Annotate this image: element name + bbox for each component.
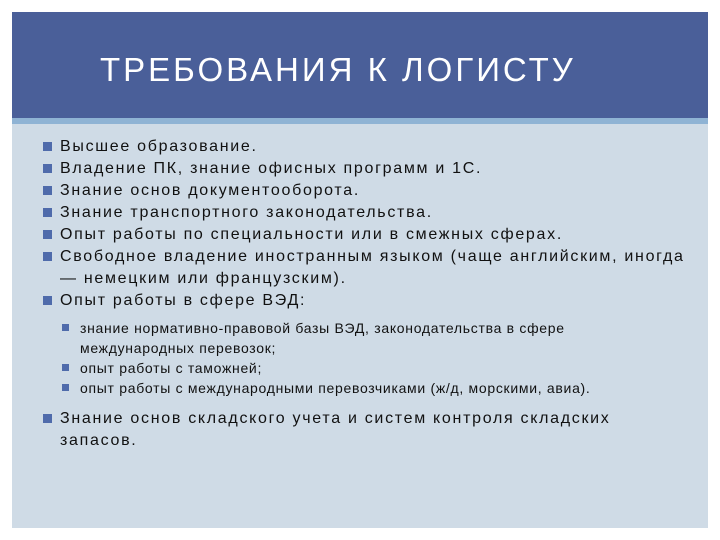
list-item [12,202,708,224]
square-bullet-icon [43,186,52,195]
slide-content [12,136,708,452]
square-bullet-icon [43,208,52,217]
square-bullet-icon [62,364,69,371]
sub-list-item-text: опыт работы с международными перевозчиками (ж/д, морскими, авиа). [80,380,591,396]
list-item [12,158,708,180]
list-item-text: Опыт работы по специальности или в смежных сферах. [60,226,563,243]
list-item-text: Свободное владение иностранным языком (чаще английским, иногда — немецким или французским). [60,248,685,287]
sub-list-item [60,358,692,378]
square-bullet-icon [43,296,52,305]
square-bullet-icon [43,252,52,261]
square-bullet-icon [43,414,52,423]
slide-title: ТРЕБОВАНИЯ К ЛОГИСТУ [100,51,576,88]
list-item [12,408,708,452]
list-item [12,180,708,202]
slide [12,12,708,528]
title-accent-stripe [12,118,708,124]
list-item-text: Владение ПК, знание офисных программ и 1С. [60,160,483,177]
list-item [12,224,708,246]
square-bullet-icon [43,230,52,239]
sub-list-item-text: знание нормативно-правовой базы ВЭД, законодательства в сфере международных перевозок; [80,320,565,356]
sub-list [60,318,692,398]
title-bar [12,12,708,118]
list-item [12,246,708,290]
square-bullet-icon [62,384,69,391]
list-item-text: Знание основ складского учета и систем контроля складских запасов. [60,410,611,449]
square-bullet-icon [62,324,69,331]
sub-list-item-text: опыт работы с таможней; [80,360,263,376]
square-bullet-icon [43,142,52,151]
square-bullet-icon [43,164,52,173]
list-item-text: Знание транспортного законодательства. [60,204,433,221]
list-item [12,290,708,398]
sub-list-item [60,378,692,398]
requirements-list [12,136,708,452]
list-item-text: Высшее образование. [60,138,258,155]
list-item-text: Знание основ документооборота. [60,182,361,199]
list-item-text: Опыт работы в сфере ВЭД: [60,292,307,309]
list-item [12,136,708,158]
sub-list-item [60,318,692,358]
